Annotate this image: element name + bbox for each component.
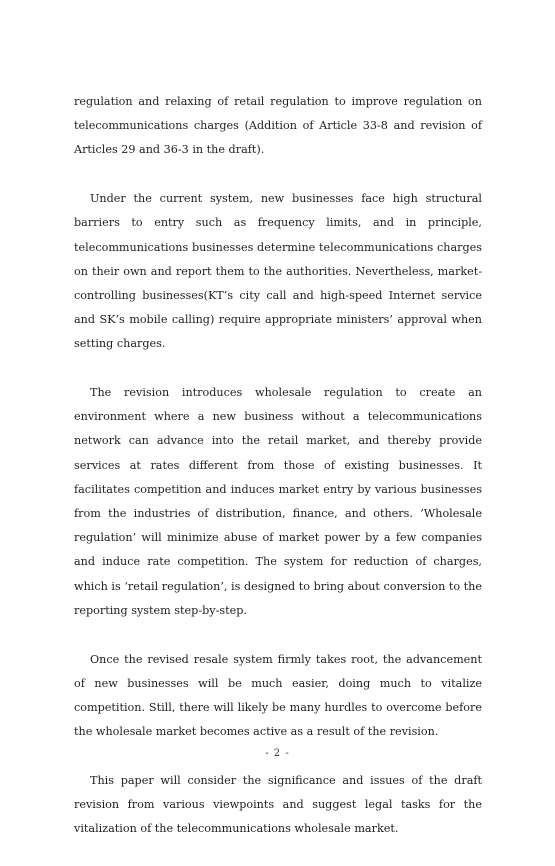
paragraph-continuation: regulation and relaxing of retail regulation to improve regulation on telecommunications charges (Addition of Article 33-8 and revision of Articles 29 and 36-3 in the draft). — [74, 95, 482, 157]
paragraph-resale-system: Once the revised resale system firmly takes root, the advancement of new businesses will be much easier, doing much to vitalize competition. Still, there will likely be many hurdles to overcome before the wholesale market becomes active as a result of the revision. — [74, 652, 482, 739]
paragraph-paper-purpose: This paper will consider the significance and issues of the draft revision from various viewpoints and suggest legal tasks for the vitalization of the telecommunications wholesale market. — [74, 773, 482, 836]
paragraph-revision-wholesale: The revision introduces wholesale regulation to create an environment where a new business without a telecommunications network can advance into the retail market, and thereby provide services at rates different from those of existing businesses. It facilitates competition and induces market entry by various businesses from the industries of distribution, finance, and others. ’Wholesale regulation’ will minimize abuse of market power by a few companies and induce rate competition. The system for reduction of charges, which is ‘retail regulation’, is designed to bring about conversion to the reporting system step-by-step. — [74, 386, 482, 617]
paragraph-current-system: Under the current system, new businesses face high structural barriers to entry such as frequency limits, and in principle, telecommunications businesses determine telecommunications charges on their own and report them to the authorities. Nevertheless, market-controlling businesses(KT’s city call and high-speed Internet service and SK’s mobile calling) require appropriate ministers’ approval when setting charges. — [74, 192, 482, 351]
page-number: - 2 - — [265, 748, 290, 759]
